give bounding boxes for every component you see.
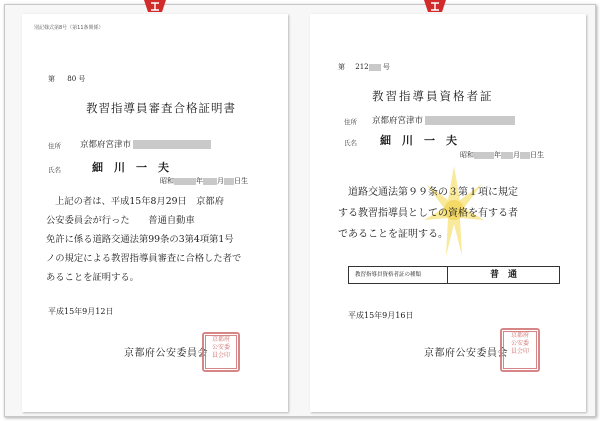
redaction bbox=[520, 152, 530, 159]
document-title: 教習指導員審査合格証明書 bbox=[86, 101, 236, 115]
issuer-name: 京都府公安委員会 bbox=[424, 348, 508, 359]
certificate-body bbox=[338, 182, 578, 245]
birth-date: 昭和 年 月 日生 bbox=[160, 177, 248, 185]
body-line: 公安委員会が行った 普通自動車 bbox=[46, 215, 195, 226]
birth-date: 昭和 年 月 日生 bbox=[460, 151, 544, 159]
qualification-value: 普 通 bbox=[489, 270, 517, 280]
body-line: 上記の者は、平成15年8月29日 京都府 bbox=[55, 196, 225, 207]
certificate-body bbox=[46, 192, 282, 287]
redaction bbox=[501, 152, 513, 159]
qualification-label: 教習指導員資格者証の種類 bbox=[349, 267, 448, 283]
address-value: 京都府宮津市 bbox=[372, 114, 515, 126]
certificate-right bbox=[310, 14, 586, 412]
name-value: 細 川 一 夫 bbox=[92, 161, 169, 174]
redaction bbox=[369, 64, 381, 71]
name-label: 氏名 bbox=[48, 166, 61, 174]
official-seal: 京都府 公安委 員会印 bbox=[202, 332, 240, 372]
issue-date: 平成15年9月16日 bbox=[348, 311, 414, 320]
redaction bbox=[224, 178, 234, 185]
body-line: 免許に係る道路交通法第99条の3第4項第1号 bbox=[46, 234, 234, 245]
body-line: ノの規定による教習指導員審査に合格した者で bbox=[46, 253, 242, 264]
body-line: あることを証明する。 bbox=[46, 272, 139, 283]
name-label: 氏名 bbox=[344, 139, 357, 147]
certificate-left bbox=[22, 14, 288, 412]
redaction bbox=[133, 140, 211, 149]
redaction bbox=[203, 178, 217, 185]
name-value: 細 川 一 夫 bbox=[380, 134, 457, 147]
address-label: 住所 bbox=[48, 142, 61, 150]
redaction bbox=[474, 152, 494, 159]
form-header: 別記様式第8号（第11条関係） bbox=[34, 25, 104, 31]
issue-date: 平成15年9月12日 bbox=[48, 307, 114, 316]
certificate-number: 第 212 号 bbox=[338, 63, 390, 71]
issuer-name: 京都府公安委員会 bbox=[124, 348, 208, 359]
emblem-badge-icon bbox=[420, 0, 450, 14]
address-value: 京都府宮津市 bbox=[80, 138, 211, 150]
address-label: 住所 bbox=[344, 118, 357, 126]
official-seal: 京都府 公安委 員会印 bbox=[500, 328, 540, 372]
body-line: であることを証明する。 bbox=[338, 229, 448, 240]
body-line: する教習指導員としての資格を有する者 bbox=[338, 208, 518, 219]
certificate-number: 第 80 号 bbox=[48, 75, 86, 83]
redaction bbox=[174, 178, 196, 185]
redaction bbox=[425, 116, 515, 125]
document-title: 教習指導員資格者証 bbox=[372, 89, 494, 103]
body-line: 道路交通法第９９条の３第１項に規定 bbox=[348, 187, 518, 198]
qualification-table bbox=[348, 266, 560, 284]
emblem-badge-icon bbox=[140, 0, 170, 14]
